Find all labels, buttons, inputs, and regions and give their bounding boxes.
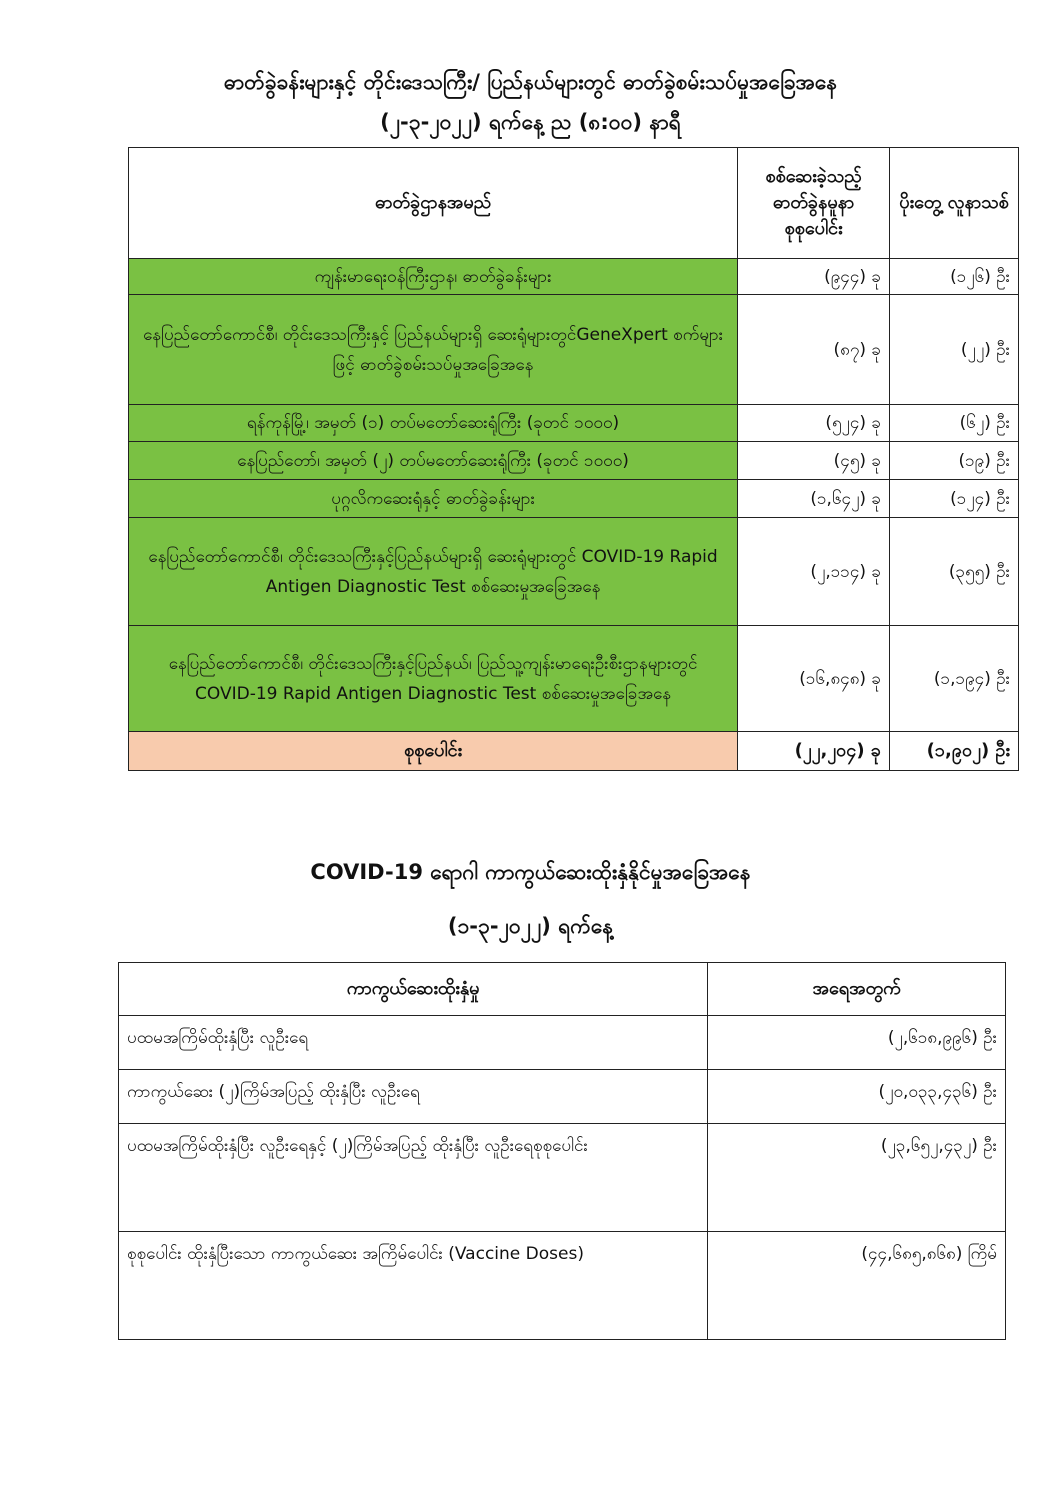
- table-row: [129, 626, 1019, 732]
- vaccination-table: [118, 962, 1006, 1340]
- lab-name: ရန်ကုန်မြို့၊ အမှတ် (၁) တပ်မတော်ဆေးရုံကြီး (ခုတင် ၁၀၀၀): [129, 405, 738, 442]
- positive-count: (၆၂) ဦး: [890, 405, 1019, 442]
- header-count: အရေအတွက်: [708, 963, 1006, 1016]
- positive-count: (၁၂၄) ဦး: [890, 480, 1019, 518]
- tested-count: (၄၅) ခု: [738, 442, 890, 480]
- lab-name: နေပြည်တော်ကောင်စီ၊ တိုင်းဒေသကြီးနှင့်ပြည်နယ်များရှိ ဆေးရုံများတွင် COVID-19 Rapid Antigen Diagnostic Test စစ်ဆေးမှုအခြေအနေ: [129, 518, 738, 626]
- positive-count: (၁၂၆) ဦး: [890, 259, 1019, 295]
- table-row: [129, 295, 1019, 405]
- vaccination-count: (၂၀,၀၃၃,၄၃၆) ဦး: [708, 1070, 1006, 1124]
- vaccination-item: စုစုပေါင်း ထိုးနှံပြီးသော ကာကွယ်ဆေး အကြိမ်ပေါင်း (Vaccine Doses): [119, 1232, 708, 1340]
- header-positive: ပိုးတွေ့ လူနာသစ်: [890, 148, 1019, 259]
- positive-count: (၂၂) ဦး: [890, 295, 1019, 405]
- table-row: [119, 1070, 1006, 1124]
- vaccination-count: (၄၄,၆၈၅,၈၆၈) ကြိမ်: [708, 1232, 1006, 1340]
- lab-testing-table: [128, 147, 1019, 771]
- total-tested: (၂၂,၂၀၄) ခု: [738, 732, 890, 771]
- lab-name: နေပြည်တော်ကောင်စီ၊ တိုင်းဒေသကြီးနှင့် ပြည်နယ်များရှိ ဆေးရုံများတွင်GeneXpert စက်များဖြင့် ဓာတ်ခွဲစမ်းသပ်မှုအခြေအနေ: [129, 295, 738, 405]
- table-row: [119, 1124, 1006, 1232]
- lab-subtitle: (၂-၃-၂၀၂၂) ရက်နေ့ ည (၈:၀၀) နာရီ: [380, 110, 681, 134]
- table-row: [119, 1232, 1006, 1340]
- total-positive: (၁,၉၀၂) ဦး: [890, 732, 1019, 771]
- tested-count: (၉၄၄) ခု: [738, 259, 890, 295]
- table-row: [119, 1016, 1006, 1070]
- total-label: စုစုပေါင်း: [129, 732, 738, 771]
- lab-name: နေပြည်တော်ကောင်စီ၊ တိုင်းဒေသကြီးနှင့်ပြည်နယ်၊ ပြည်သူ့ကျန်းမာရေးဦးစီးဌာနများတွင် COVID-19 Rapid Antigen Diagnostic Test စစ်ဆေးမှုအခြေအနေ: [129, 626, 738, 732]
- header-tested: စစ်ဆေးခဲ့သည့် ဓာတ်ခွဲနမူနာ စုစုပေါင်း: [738, 148, 890, 259]
- vaccine-title: COVID-19 ရောဂါ ကာကွယ်ဆေးထိုးနှံနိုင်မှုအခြေအနေ: [310, 860, 751, 884]
- vaccination-count: (၂,၆၁၈,၉၉၆) ဦး: [708, 1016, 1006, 1070]
- positive-count: (၃၅၅) ဦး: [890, 518, 1019, 626]
- total-row: [129, 732, 1019, 771]
- vaccination-count: (၂၃,၆၅၂,၄၃၂) ဦး: [708, 1124, 1006, 1232]
- table-row: [129, 442, 1019, 480]
- tested-count: (၈၇) ခု: [738, 295, 890, 405]
- table-row: [129, 259, 1019, 295]
- lab-name: ပုဂ္ဂလိကဆေးရုံနှင့် ဓာတ်ခွဲခန်းများ: [129, 480, 738, 518]
- lab-name: ကျန်းမာရေးဝန်ကြီးဌာန၊ ဓာတ်ခွဲခန်းများ: [129, 259, 738, 295]
- positive-count: (၁,၁၉၄) ဦး: [890, 626, 1019, 732]
- vaccine-subtitle: (၁-၃-၂၀၂၂) ရက်နေ့: [447, 914, 614, 938]
- lab-table-header: [129, 148, 1019, 259]
- table-row: [129, 405, 1019, 442]
- table-row: [129, 518, 1019, 626]
- positive-count: (၁၉) ဦး: [890, 442, 1019, 480]
- tested-count: (၁၆,၈၄၈) ခု: [738, 626, 890, 732]
- vaccine-table-header: [119, 963, 1006, 1016]
- table-row: [129, 480, 1019, 518]
- vaccination-item: ပထမအကြိမ်ထိုးနှံပြီး လူဦးရေ: [119, 1016, 708, 1070]
- vaccination-item: ပထမအကြိမ်ထိုးနှံပြီး လူဦးရေနှင့် (၂)ကြိမ်အပြည့် ထိုးနှံပြီး လူဦးရေစုစုပေါင်း: [119, 1124, 708, 1232]
- tested-count: (၅၂၄) ခု: [738, 405, 890, 442]
- header-vaccination: ကာကွယ်ဆေးထိုးနှံမှု: [119, 963, 708, 1016]
- vaccination-item: ကာကွယ်ဆေး (၂)ကြိမ်အပြည့် ထိုးနှံပြီး လူဦးရေ: [119, 1070, 708, 1124]
- tested-count: (၂,၁၁၄) ခု: [738, 518, 890, 626]
- tested-count: (၁,၆၄၂) ခု: [738, 480, 890, 518]
- lab-title: ဓာတ်ခွဲခန်းများနှင့် တိုင်းဒေသကြီး/ ပြည်နယ်များတွင် ဓာတ်ခွဲစမ်းသပ်မှုအခြေအနေ: [223, 70, 838, 94]
- header-lab-name: ဓာတ်ခွဲဌာနအမည်: [129, 148, 738, 259]
- lab-name: နေပြည်တော်၊ အမှတ် (၂) တပ်မတော်ဆေးရုံကြီး (ခုတင် ၁၀၀၀): [129, 442, 738, 480]
